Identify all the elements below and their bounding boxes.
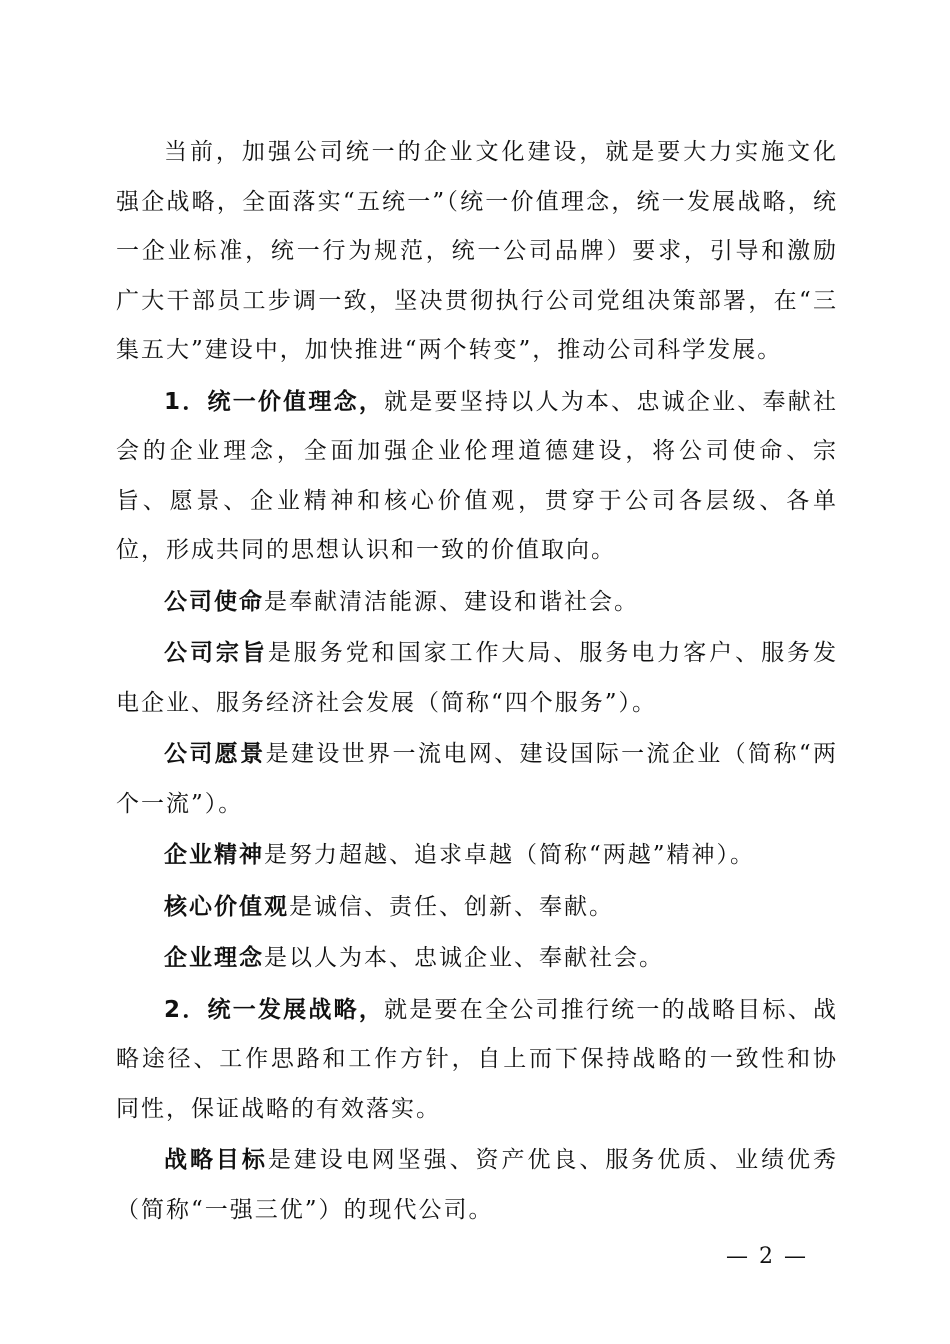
paragraph-term: 公司愿景 — [164, 741, 266, 767]
paragraph-text: 就是要在全公司推行统一的战略目标、战略途径、工作思路和工作方针，自上而下保持战略的一致性和协同性，保证战略的有效落实。 — [116, 996, 838, 1122]
document-body — [116, 128, 838, 1237]
paragraph-text: 是奉献清洁能源、建设和谐社会。 — [264, 588, 639, 615]
paragraph-heading: 1．统一价值理念， — [164, 388, 385, 415]
paragraph-intro — [116, 128, 838, 376]
paragraph-text: 当前，加强公司统一的企业文化建设，就是要大力实施文化强企战略，全面落实“五统一”（统一价值理念，统一发展战略，统一企业标准，统一行为规范，统一公司品牌）要求，引导和激励广大干部员工步调一致，坚决贯彻执行公司党组决策部署，在“三集五大”建设中，加快推进“两个转变”，推动公司科学发展。 — [116, 139, 838, 363]
paragraph-company-purpose — [116, 629, 838, 728]
paragraph-text: 就是要坚持以人为本、忠诚企业、奉献社会的企业理念，全面加强企业伦理道德建设，将公司使命、宗旨、愿景、企业精神和核心价值观，贯穿于公司各层级、各单位，形成共同的思想认识和一致的价值取向。 — [116, 388, 838, 563]
paragraph-text: 是以人为本、忠诚企业、奉献社会。 — [264, 945, 664, 971]
paragraph-company-mission — [116, 578, 838, 628]
paragraph-text: 是建设电网坚强、资产优良、服务优质、业绩优秀（简称“一强三优”）的现代公司。 — [116, 1147, 839, 1223]
paragraph-term: 战略目标 — [164, 1147, 268, 1173]
paragraph-term: 企业精神 — [164, 842, 264, 868]
paragraph-term: 公司使命 — [164, 588, 264, 615]
paragraph-text: 是建设世界一流电网、建设国际一流企业（简称“两个一流”）。 — [116, 741, 838, 817]
paragraph-strategic-goal — [116, 1136, 838, 1235]
paragraph-core-values — [116, 883, 838, 933]
paragraph-text: 是诚信、责任、创新、奉献。 — [289, 893, 614, 920]
page-number: — 2 — — [726, 1244, 808, 1269]
paragraph-term: 企业理念 — [164, 945, 264, 971]
paragraph-term: 公司宗旨 — [164, 640, 268, 666]
paragraph-heading: 2．统一发展战略， — [164, 996, 385, 1023]
paragraph-unified-strategy — [116, 986, 838, 1135]
paragraph-enterprise-philosophy — [116, 934, 838, 984]
paragraph-text: 是努力超越、追求卓越（简称“两越”精神）。 — [264, 842, 756, 868]
paragraph-enterprise-spirit — [116, 831, 838, 881]
paragraph-term: 核心价值观 — [164, 893, 289, 920]
paragraph-unified-values — [116, 378, 838, 576]
paragraph-text: 是服务党和国家工作大局、服务电力客户、服务发电企业、服务经济社会发展（简称“四个服务”）。 — [116, 640, 839, 716]
paragraph-company-vision — [116, 730, 838, 829]
